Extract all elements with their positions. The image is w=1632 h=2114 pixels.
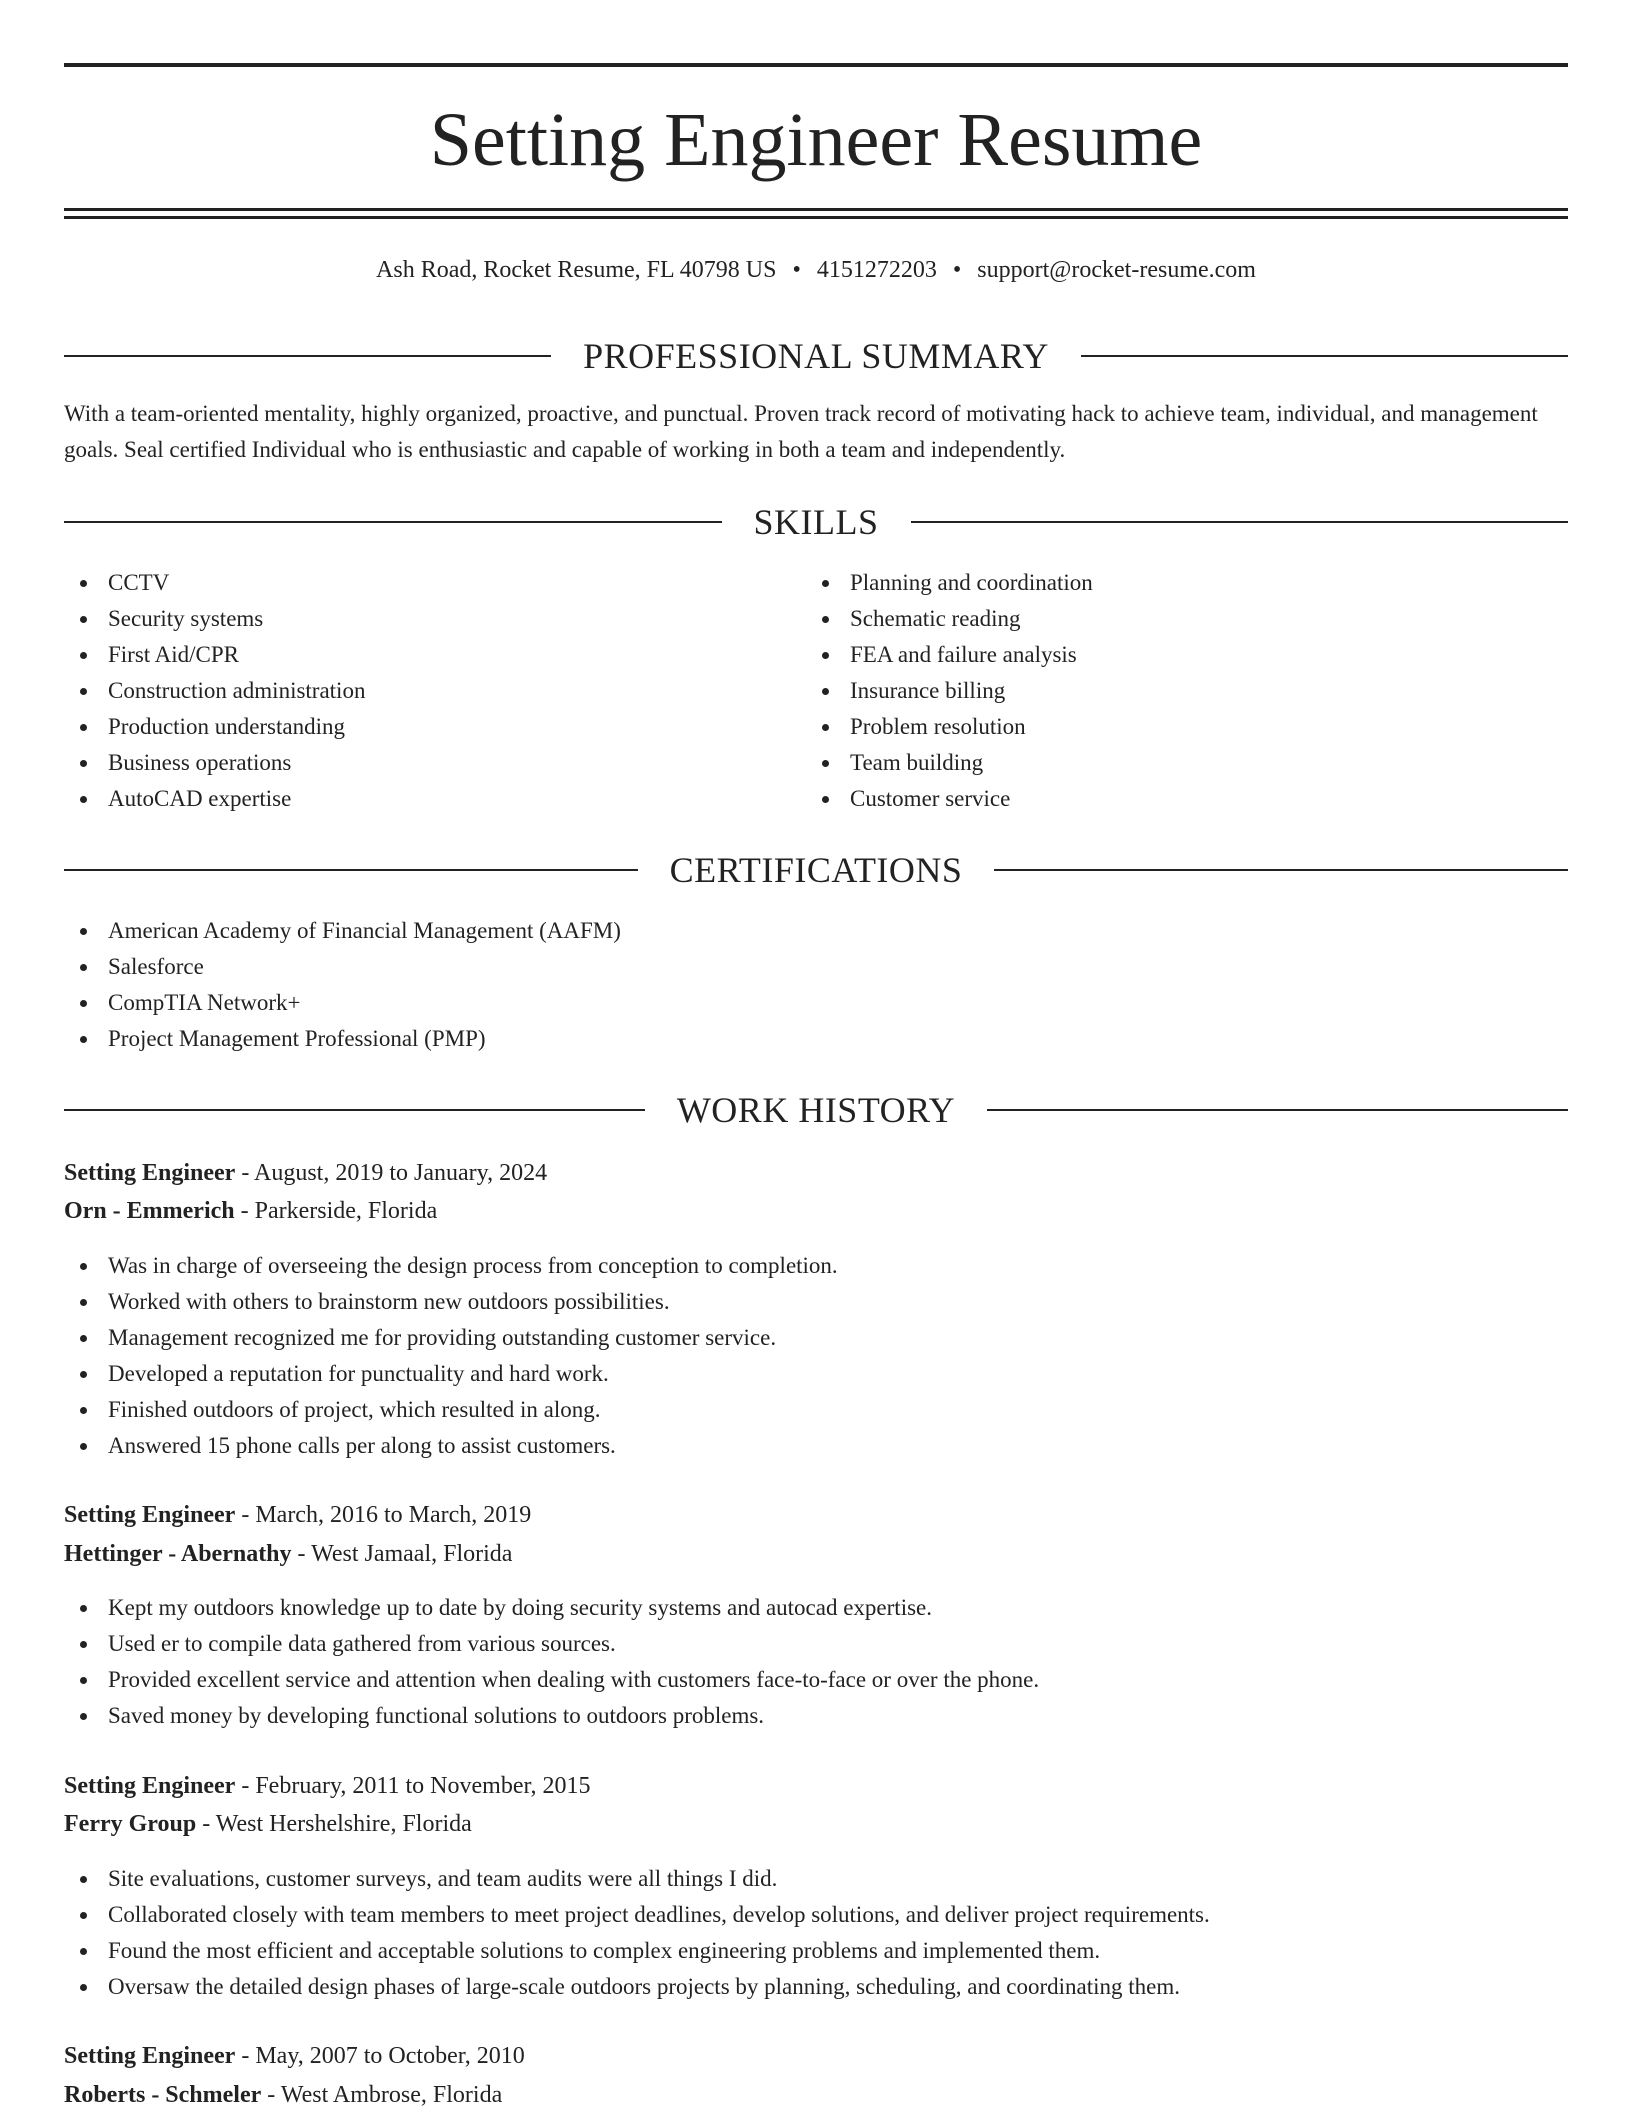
list-item: Construction administration xyxy=(64,673,804,709)
job-bullets-block xyxy=(64,1861,1568,2005)
job-bullets-block xyxy=(64,1248,1568,1464)
job-company: Roberts - Schmeler xyxy=(64,2082,262,2108)
list-item: American Academy of Financial Management (AAFM) xyxy=(64,913,1568,949)
job-company-line xyxy=(64,1535,1568,1573)
list-item: Production understanding xyxy=(64,709,804,745)
list-item: Team building xyxy=(806,745,1546,781)
job-company: Orn - Emmerich xyxy=(64,1198,235,1224)
contact-separator: • xyxy=(792,257,801,283)
heading-rule-right xyxy=(1081,355,1568,357)
list-item: Site evaluations, customer surveys, and team audits were all things I did. xyxy=(64,1861,1568,1897)
list-item: Worked with others to brainstorm new outdoors possibilities. xyxy=(64,1284,1568,1320)
list-item: Planning and coordination xyxy=(806,565,1546,601)
list-item: Schematic reading xyxy=(806,601,1546,637)
list-item: CCTV xyxy=(64,565,804,601)
certifications-list xyxy=(64,913,1568,1057)
job-location: - Parkerside, Florida xyxy=(234,1198,438,1224)
contact-email: support@rocket-resume.com xyxy=(977,257,1256,283)
heading-rule-left xyxy=(64,521,722,523)
contact-separator: • xyxy=(952,257,962,283)
heading-rule-left xyxy=(64,355,551,357)
job-bullets xyxy=(64,1861,1568,2005)
heading-rule-left xyxy=(64,1109,645,1111)
summary-heading-label: PROFESSIONAL SUMMARY xyxy=(583,336,1049,376)
list-item: Collaborated closely with team members to meet project deadlines, develop solutions, and deliver project requirements. xyxy=(64,1897,1568,1933)
job-title-line xyxy=(64,2037,1568,2075)
skills-left-column xyxy=(64,565,804,817)
job-title-line xyxy=(64,1496,1568,1534)
list-item: Finished outdoors of project, which resulted in along. xyxy=(64,1392,1568,1428)
skills-heading xyxy=(64,500,1568,544)
job-dates: - February, 2011 to November, 2015 xyxy=(235,1773,591,1799)
job-company: Ferry Group xyxy=(64,1811,197,1837)
list-item: Insurance billing xyxy=(806,673,1546,709)
list-item: CompTIA Network+ xyxy=(64,985,1568,1021)
job-location: - West Hershelshire, Florida xyxy=(196,1811,472,1837)
job-company-line xyxy=(64,1805,1568,1843)
work-heading-label: WORK HISTORY xyxy=(676,1090,956,1130)
summary-text: With a team-oriented mentality, highly organized, proactive, and punctual. Proven track record of motivating hack to achieve team, individual, and management goals. Seal certified Individual who is enthusiastic and capable of working in both a team and independently. xyxy=(64,401,1538,462)
skills-right-list xyxy=(806,565,1546,817)
title-rule-lower xyxy=(64,216,1568,219)
list-item: Kept my outdoors knowledge up to date by doing security systems and autocad expertise. xyxy=(64,1590,1568,1626)
list-item: First Aid/CPR xyxy=(64,637,804,673)
list-item: Provided excellent service and attention when dealing with customers face-to-face or over the phone. xyxy=(64,1662,1568,1698)
heading-rule-right xyxy=(987,1109,1568,1111)
job-title: Setting Engineer xyxy=(64,2043,236,2069)
heading-rule-right xyxy=(994,869,1568,871)
skills-heading-label: SKILLS xyxy=(753,502,879,542)
title-rule-upper xyxy=(64,208,1568,211)
list-item: Customer service xyxy=(806,781,1546,817)
list-item: Used er to compile data gathered from various sources. xyxy=(64,1626,1568,1662)
list-item: Business operations xyxy=(64,745,804,781)
certifications-heading xyxy=(64,848,1568,892)
list-item: Oversaw the detailed design phases of large-scale outdoors projects by planning, scheduling, and coordinating them. xyxy=(64,1969,1568,2005)
certifications-heading-label: CERTIFICATIONS xyxy=(669,850,963,890)
job-company: Hettinger - Abernathy xyxy=(64,1541,292,1567)
list-item: Was in charge of overseeing the design process from conception to completion. xyxy=(64,1248,1568,1284)
list-item: FEA and failure analysis xyxy=(806,637,1546,673)
list-item: Found the most efficient and acceptable solutions to complex engineering problems and implemented them. xyxy=(64,1933,1568,1969)
job-title-line xyxy=(64,1767,1568,1805)
list-item: Management recognized me for providing outstanding customer service. xyxy=(64,1320,1568,1356)
list-item: Project Management Professional (PMP) xyxy=(64,1021,1568,1057)
certifications-column xyxy=(64,913,1568,1057)
contact-address: Ash Road, Rocket Resume, FL 40798 US xyxy=(376,257,777,283)
list-item: Saved money by developing functional solutions to outdoors problems. xyxy=(64,1698,1568,1734)
skills-left-list xyxy=(64,565,804,817)
heading-rule-right xyxy=(911,521,1569,523)
job-location: - West Ambrose, Florida xyxy=(261,2082,503,2108)
list-item: Salesforce xyxy=(64,949,1568,985)
job-title-line xyxy=(64,1154,1568,1192)
job-company-line xyxy=(64,1192,1568,1230)
list-item: Answered 15 phone calls per along to assist customers. xyxy=(64,1428,1568,1464)
list-item: Problem resolution xyxy=(806,709,1546,745)
job-location: - West Jamaal, Florida xyxy=(291,1541,513,1567)
heading-rule-left xyxy=(64,869,638,871)
job-title: Setting Engineer xyxy=(64,1502,236,1528)
job-bullets xyxy=(64,1248,1568,1464)
list-item: AutoCAD expertise xyxy=(64,781,804,817)
job-bullets xyxy=(64,1590,1568,1734)
contact-line xyxy=(64,252,1568,288)
job-dates: - August, 2019 to January, 2024 xyxy=(235,1160,548,1186)
job-dates: - March, 2016 to March, 2019 xyxy=(235,1502,532,1528)
contact-phone: 4151272203 xyxy=(816,257,937,283)
job-dates: - May, 2007 to October, 2010 xyxy=(235,2043,525,2069)
top-rule xyxy=(64,63,1568,67)
job-title: Setting Engineer xyxy=(64,1160,236,1186)
skills-right-column xyxy=(806,565,1546,817)
job-title: Setting Engineer xyxy=(64,1773,236,1799)
page-title: Setting Engineer Resume xyxy=(429,98,1203,182)
list-item: Developed a reputation for punctuality and hard work. xyxy=(64,1356,1568,1392)
summary-heading xyxy=(64,334,1568,378)
job-company-line xyxy=(64,2076,1568,2114)
work-heading xyxy=(64,1088,1568,1132)
job-bullets-block xyxy=(64,1590,1568,1734)
list-item: Security systems xyxy=(64,601,804,637)
